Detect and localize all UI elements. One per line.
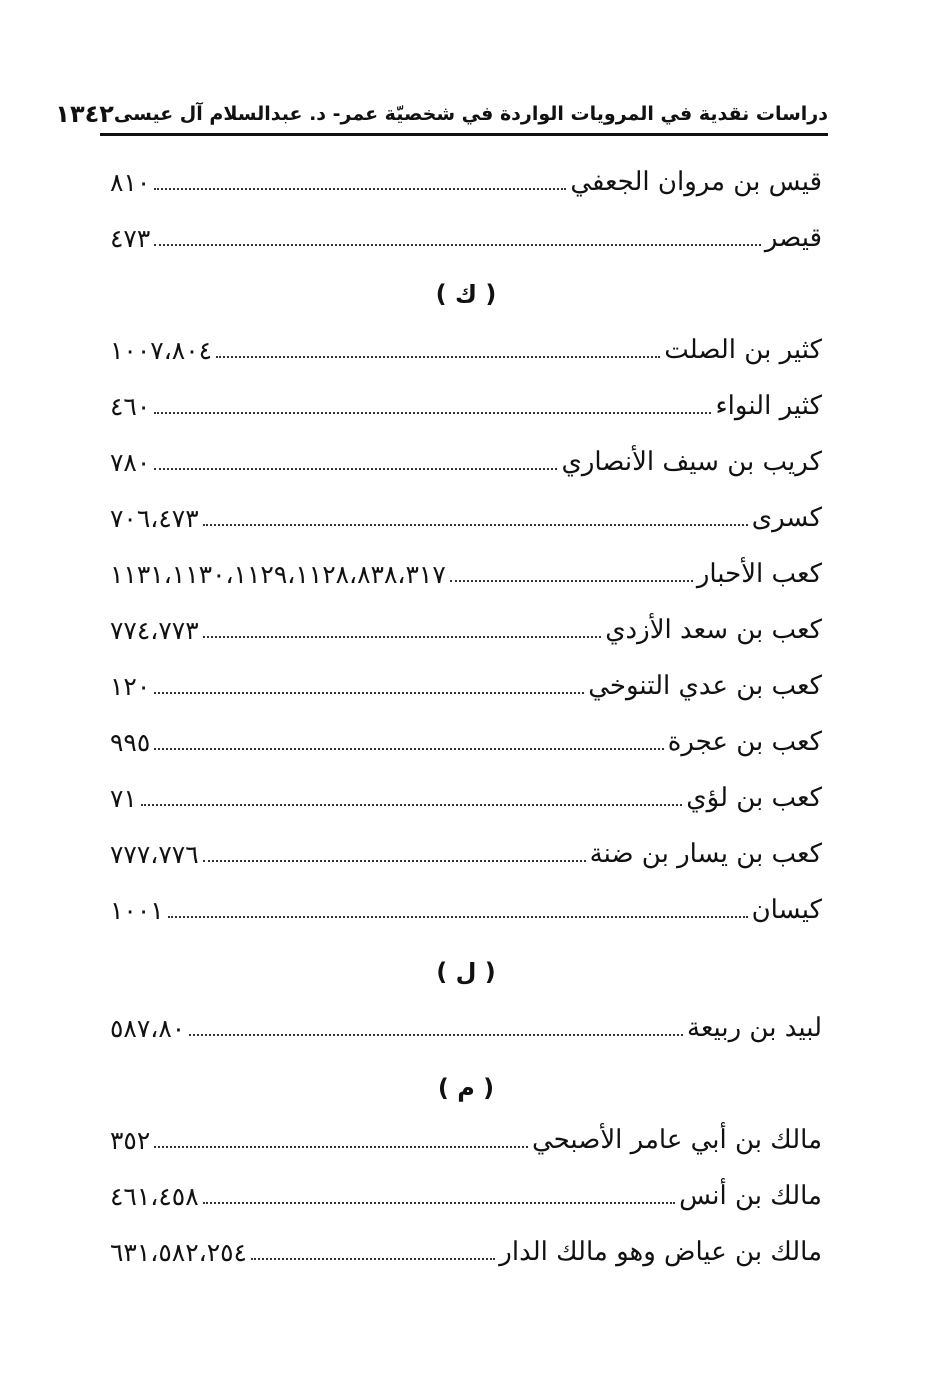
- index-entry: [110, 384, 822, 428]
- entry-name: كثير بن الصلت: [664, 335, 822, 365]
- dot-leader: [216, 356, 660, 358]
- entry-pages: ٨١٠: [110, 167, 151, 197]
- page-header: [55, 96, 828, 132]
- dot-leader: [168, 916, 748, 918]
- index-entry: [110, 720, 822, 764]
- dot-leader: [154, 468, 557, 470]
- dot-leader: [203, 524, 748, 526]
- entry-pages: ١٠٠١: [110, 895, 164, 925]
- dot-leader: [189, 1034, 683, 1036]
- dot-leader: [203, 636, 602, 638]
- page-number: ١٣٤٢: [55, 100, 114, 128]
- index-entry: [110, 776, 822, 820]
- index-entry: [110, 552, 822, 596]
- index-entry: [110, 608, 822, 652]
- dot-leader: [450, 580, 693, 582]
- index-entry: [110, 440, 822, 484]
- entry-pages: ٩٩٥: [110, 727, 151, 757]
- entry-pages: ٧٨٠: [110, 447, 151, 477]
- entry-pages: ٤٧٣: [110, 223, 151, 253]
- dot-leader: [154, 188, 566, 190]
- entry-pages: ٤٦١،٤٥٨: [110, 1181, 199, 1211]
- entry-pages: ٦٣١،٥٨٢،٢٥٤: [110, 1237, 247, 1267]
- index-entry: [110, 1174, 822, 1218]
- entry-name: كعب بن يسار بن ضنة: [589, 839, 822, 869]
- dot-leader: [203, 1202, 676, 1204]
- dot-leader: [154, 1146, 528, 1148]
- index-entry: [110, 496, 822, 540]
- entry-name: قيصر: [764, 223, 822, 253]
- section-heading: ( ك ): [435, 280, 497, 308]
- entry-pages: ٥٨٧،٨٠: [110, 1013, 186, 1043]
- section-heading: ( ل ): [436, 958, 496, 986]
- entry-pages: ٤٦٠: [110, 391, 151, 421]
- entry-name: قيس بن مروان الجعفي: [570, 167, 822, 197]
- index-entry: [110, 832, 822, 876]
- entry-name: مالك بن أنس: [679, 1181, 822, 1211]
- entry-name: كعب بن لؤي: [686, 783, 822, 813]
- entry-pages: ١١٣١،١١٣٠،١١٢٩،١١٢٨،٨٣٨،٣١٧: [110, 559, 446, 589]
- index-entry: [110, 160, 822, 204]
- entry-pages: ٧٠٦،٤٧٣: [110, 503, 199, 533]
- dot-leader: [141, 804, 682, 806]
- entry-name: لبيد بن ربيعة: [687, 1013, 822, 1043]
- index-entry: [110, 664, 822, 708]
- dot-leader: [251, 1258, 495, 1260]
- index-entry: [110, 216, 822, 260]
- entry-name: كعب بن عجرة: [667, 727, 822, 757]
- dot-leader: [154, 244, 761, 246]
- entry-name: كعب الأحبار: [696, 559, 822, 589]
- entry-name: كسرى: [751, 503, 822, 533]
- index-entry: [110, 1006, 822, 1050]
- entry-pages: ٧١: [110, 783, 137, 813]
- index-entry: [110, 328, 822, 372]
- dot-leader: [203, 860, 586, 862]
- index-entry: [110, 1230, 822, 1274]
- index-entry: [110, 1118, 822, 1162]
- header-divider: [100, 133, 828, 136]
- entry-pages: ٣٥٢: [110, 1125, 151, 1155]
- index-entry: [110, 888, 822, 932]
- entry-pages: ٧٧٤،٧٧٣: [110, 615, 199, 645]
- section-heading: ( م ): [437, 1074, 495, 1102]
- entry-pages: ١٢٠: [110, 671, 151, 701]
- dot-leader: [154, 692, 584, 694]
- dot-leader: [154, 748, 663, 750]
- entry-name: مالك بن عياض وهو مالك الدار: [499, 1237, 822, 1267]
- entry-name: مالك بن أبي عامر الأصبحي: [531, 1125, 822, 1155]
- entry-name: كريب بن سيف الأنصاري: [561, 447, 822, 477]
- entry-pages: ٧٧٧،٧٧٦: [110, 839, 199, 869]
- book-title: دراسات نقدية في المرويات الواردة في شخصيّة عمر- د. عبدالسلام آل عيسى: [113, 103, 828, 125]
- entry-name: كعب بن سعد الأزدي: [605, 615, 822, 645]
- entry-name: كثير النواء: [715, 391, 822, 421]
- dot-leader: [154, 412, 711, 414]
- entry-name: كيسان: [751, 895, 822, 925]
- entry-name: كعب بن عدي التنوخي: [588, 671, 822, 701]
- entry-pages: ١٠٠٧،٨٠٤: [110, 335, 213, 365]
